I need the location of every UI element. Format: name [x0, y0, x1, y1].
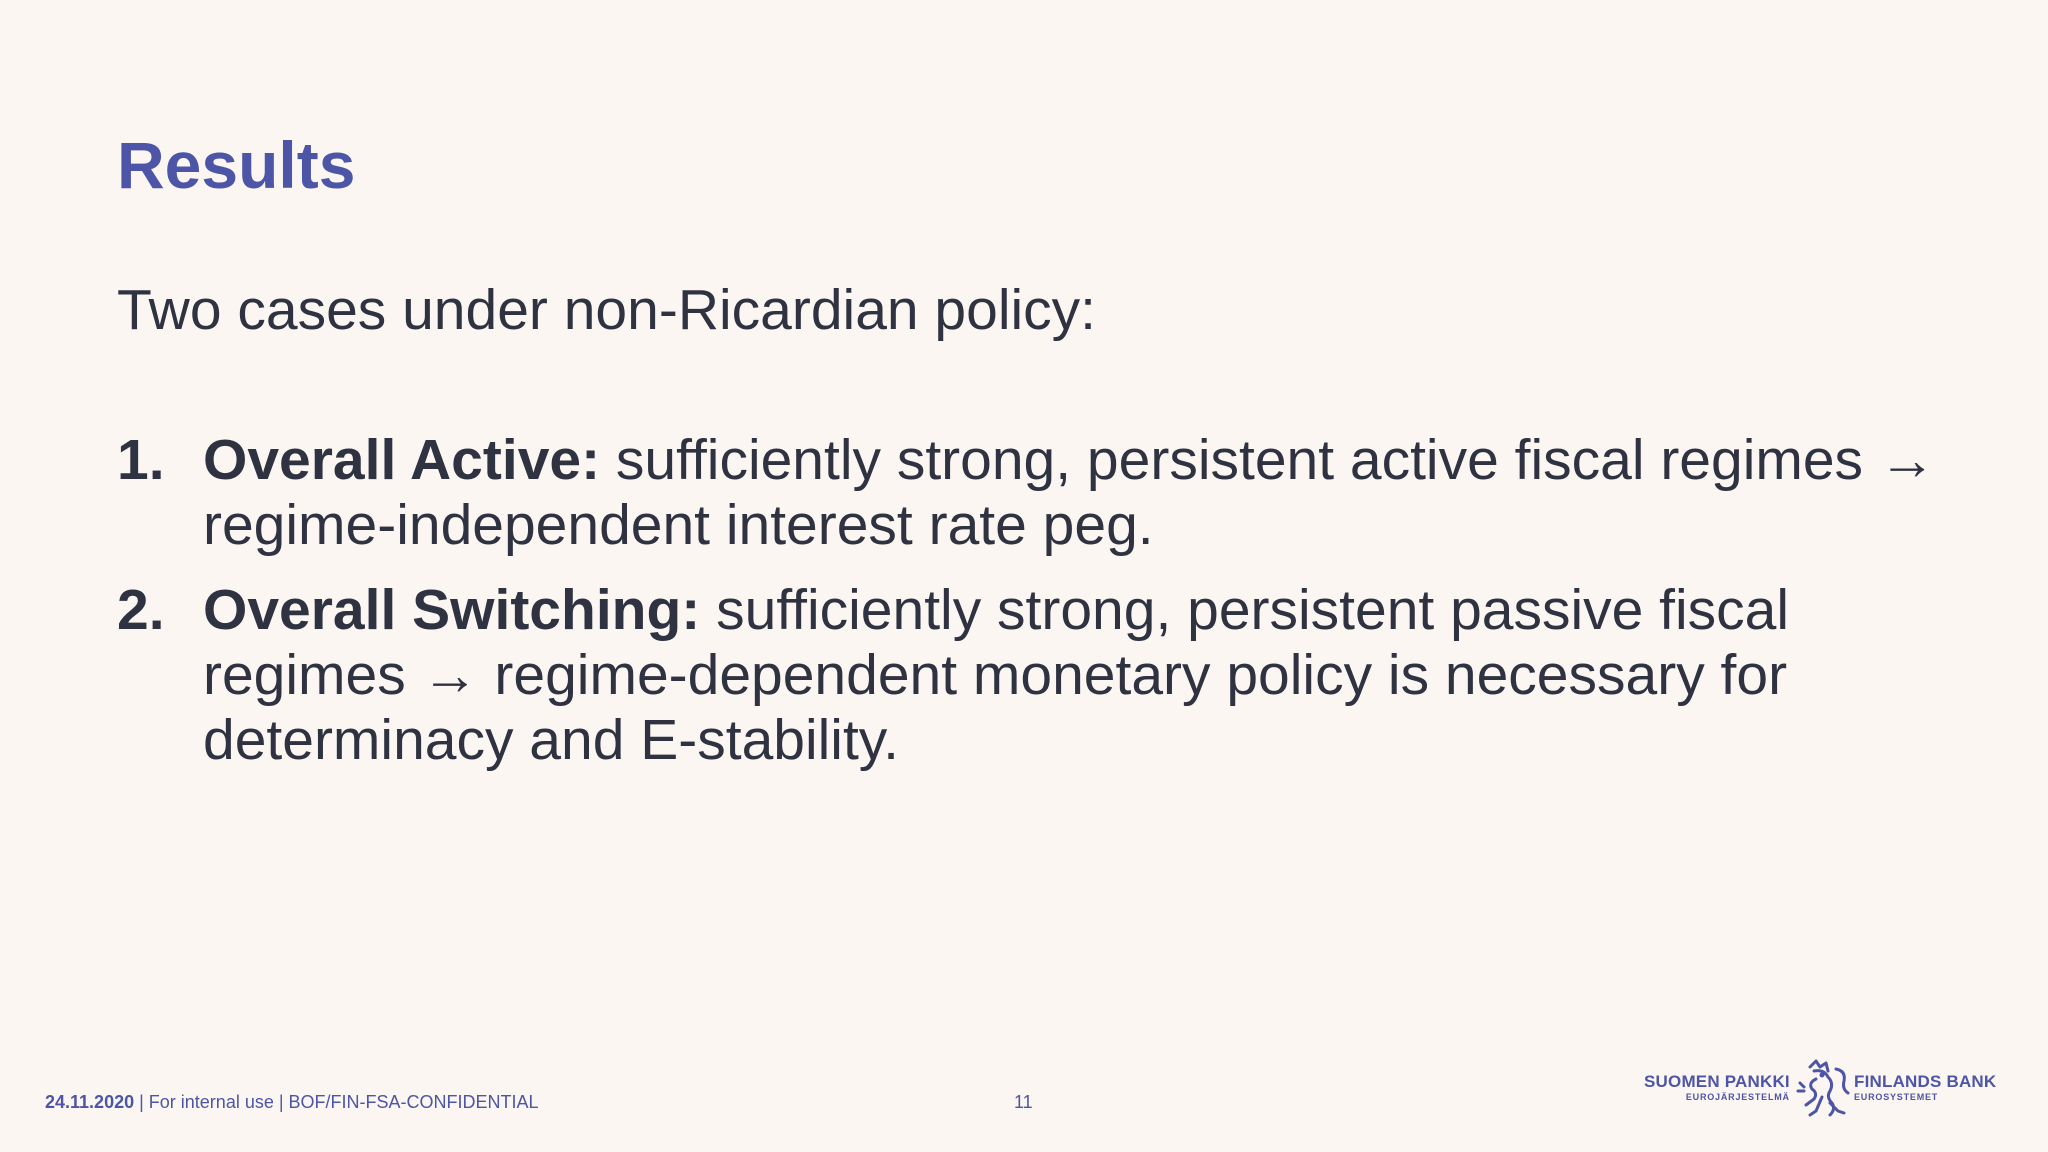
list-item-text: sufficiently strong, persistent passive fiscal regimes — [203, 578, 1790, 707]
lion-emblem-icon — [1796, 1057, 1852, 1121]
list-item-number: 2. — [117, 578, 165, 642]
logo-name-fi: SUOMEN PANKKI — [1644, 1072, 1790, 1091]
list-item-text: regime-dependent monetary policy is necessary for determinacy and E-stability. — [203, 643, 1788, 772]
bank-logo — [1640, 1055, 2010, 1125]
logo-sub-fi: EUROJÄRJESTELMÄ — [1685, 1092, 1790, 1102]
list-item-number: 1. — [117, 428, 165, 492]
list-item-term: Overall Active: — [203, 428, 601, 492]
case-list — [117, 428, 1937, 793]
footer-classification: | For internal use | BOF/FIN-FSA-CONFIDENTIAL — [134, 1092, 539, 1112]
footer-info — [45, 1091, 539, 1113]
list-item-term: Overall Switching: — [203, 578, 701, 642]
list-item-overall-active — [117, 428, 1937, 558]
arrow-icon: → — [1878, 428, 1936, 492]
logo-swedish — [1854, 1073, 1996, 1102]
logo-name-sv: FINLANDS BANK — [1854, 1072, 1997, 1091]
logo-finnish — [1644, 1073, 1790, 1102]
logo-sub-sv: EUROSYSTEMET — [1854, 1092, 1939, 1102]
list-item-overall-switching — [117, 578, 1937, 773]
slide-title: Results — [117, 128, 356, 202]
intro-text: Two cases under non-Ricardian policy: — [117, 278, 1096, 342]
list-item-text: regime-independent interest rate peg. — [203, 493, 1154, 557]
page-number: 11 — [1014, 1092, 1033, 1112]
footer-date: 24.11.2020 — [45, 1092, 135, 1112]
list-item-text: sufficiently strong, persistent active fiscal regimes — [600, 428, 1879, 492]
arrow-icon: → — [421, 643, 479, 707]
